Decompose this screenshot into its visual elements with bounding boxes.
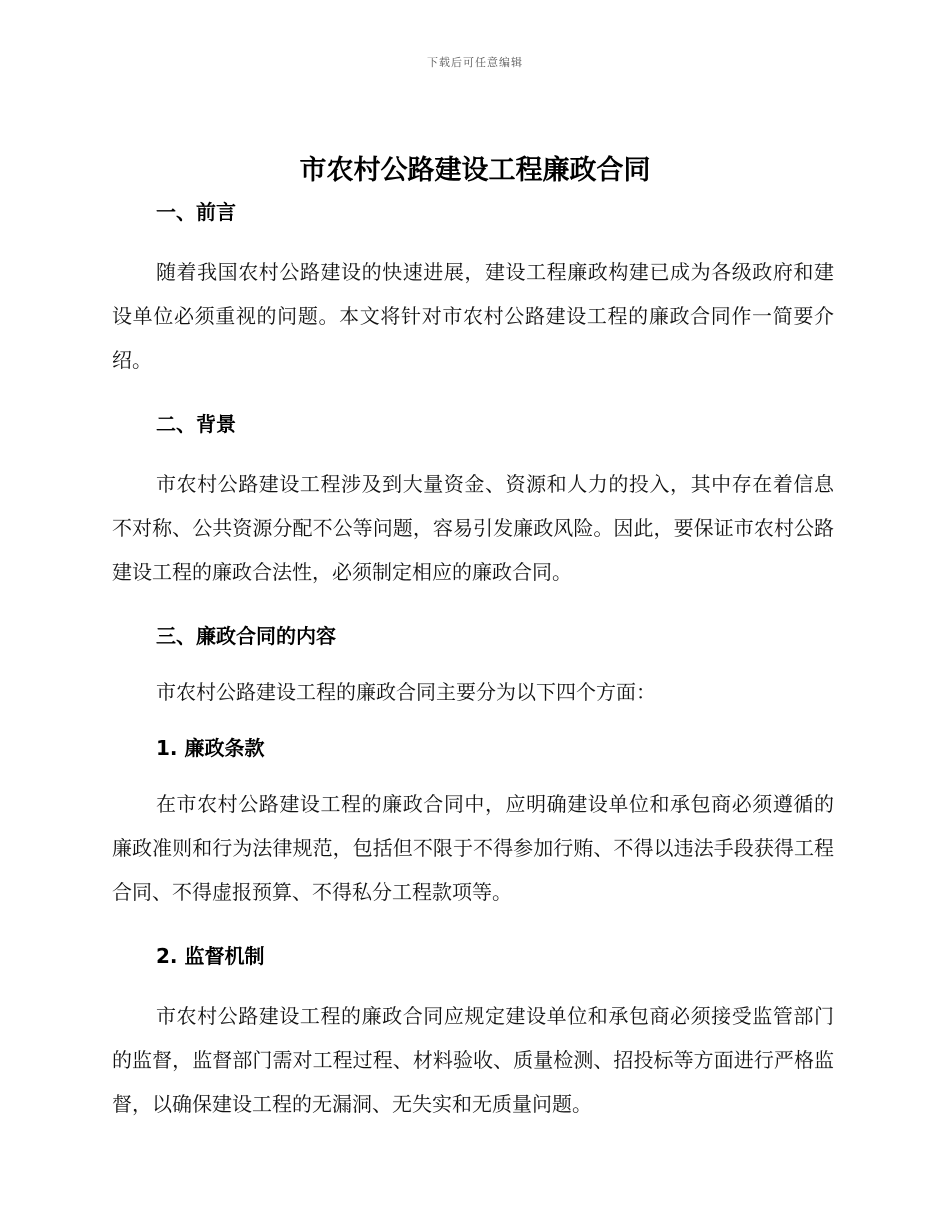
subsection-heading-clauses: 1. 廉政条款	[156, 736, 265, 760]
section-heading-preface: 一、前言	[156, 200, 236, 224]
document-title: 市农村公路建设工程廉政合同	[299, 155, 651, 186]
paragraph-clauses: 在市农村公路建设工程的廉政合同中，应明确建设单位和承包商必须遵循的廉政准则和行为法律规范，包括但不限于不得参加行贿、不得以违法手段获得工程合同、不得虚报预算、不得私分工程款项等。	[112, 792, 834, 904]
section-heading-contract-content: 三、廉政合同的内容	[156, 624, 336, 648]
paragraph-contract-content: 市农村公路建设工程的廉政合同主要分为以下四个方面：	[156, 680, 656, 704]
paragraph-preface: 随着我国农村公路建设的快速进展，建设工程廉政构建已成为各级政府和建设单位必须重视的问题。本文将针对市农村公路建设工程的廉政合同作一简要介绍。	[112, 260, 834, 372]
paragraph-background: 市农村公路建设工程涉及到大量资金、资源和人力的投入，其中存在着信息不对称、公共资源分配不公等问题，容易引发廉政风险。因此，要保证市农村公路建设工程的廉政合法性，必须制定相应的廉政合同。	[112, 472, 834, 584]
subsection-heading-supervision: 2. 监督机制	[156, 944, 265, 968]
document-body	[112, 196, 834, 1126]
paragraph-supervision: 市农村公路建设工程的廉政合同应规定建设单位和承包商必须接受监管部门的监督，监督部门需对工程过程、材料验收、质量检测、招投标等方面进行严格监督，以确保建设工程的无漏洞、无失实和无质量问题。	[112, 1004, 834, 1116]
watermark-text: 下载后可任意编辑	[427, 56, 523, 69]
section-heading-background: 二、背景	[156, 412, 236, 436]
